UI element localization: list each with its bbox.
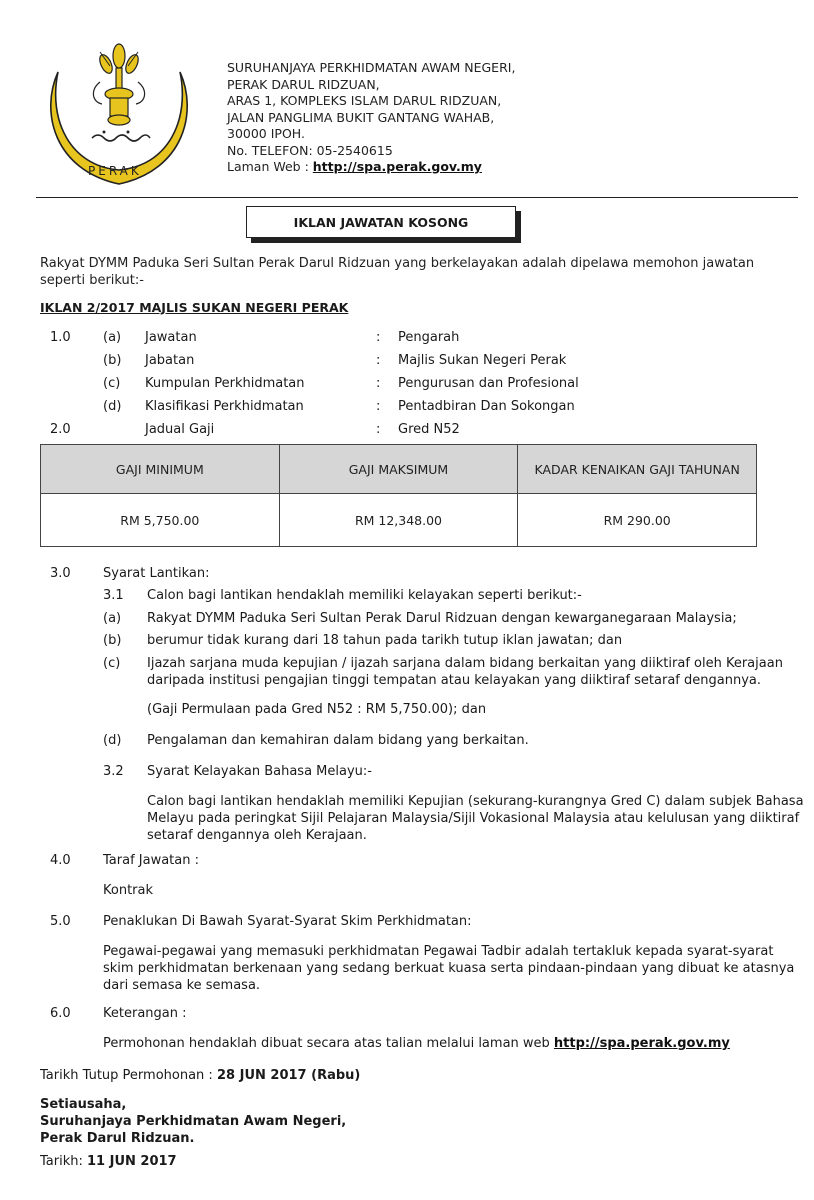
section-text: skim perkhidmatan berkenaan yang sedang berkuat kuasa serta pindaan-pindaan yang dibuat ke atasnya [103, 961, 795, 976]
signature-org: Suruhanjaya Perkhidmatan Awam Negeri, [40, 1114, 347, 1129]
detail-label: Jawatan [145, 330, 197, 345]
item-text: daripada institusi pengajian tinggi tempatan atau kelayakan yang diiktiraf setaraf dengannya. [147, 673, 761, 688]
web-label: Laman Web : [227, 159, 313, 174]
detail-colon: : [376, 422, 381, 437]
phone-line: No. TELEFON: 05-2540615 [227, 142, 393, 158]
detail-value: Pengarah [398, 330, 460, 345]
item-text: setaraf dengannya oleh Kerajaan. [147, 828, 367, 843]
header-divider [36, 197, 798, 198]
web-line [227, 159, 515, 176]
table-header-cell: GAJI MAKSIMUM [279, 445, 518, 494]
section-num: 6.0 [50, 1006, 71, 1021]
date-value: 11 JUN 2017 [87, 1154, 177, 1169]
address-line: ARAS 1, KOMPLEKS ISLAM DARUL RIDZUAN, [227, 93, 502, 108]
detail-num: 1.0 [50, 330, 71, 345]
date-label: Tarikh: [40, 1154, 83, 1169]
item-text: Calon bagi lantikan hendaklah memiliki Kepujian (sekurang-kurangnya Gred C) dalam subjek Bahasa [147, 794, 804, 809]
detail-colon: : [376, 330, 381, 345]
detail-num: 2.0 [50, 422, 71, 437]
detail-sub: (b) [103, 353, 122, 368]
detail-colon: : [376, 353, 381, 368]
section-num: 3.0 [50, 566, 71, 581]
address-line: PERAK DARUL RIDZUAN, [227, 76, 380, 92]
signature-title: Setiausaha, [40, 1097, 127, 1112]
perak-crest-logo [40, 42, 198, 190]
intro-text: Rakyat DYMM Paduka Seri Sultan Perak Darul Ridzuan yang berkelayakan adalah dipelawa memohon jawatan seperti berikut:- [40, 256, 755, 288]
table-header-cell: GAJI MINIMUM [41, 445, 280, 494]
closing-date-value: 28 JUN 2017 (Rabu) [217, 1068, 361, 1083]
table-header-cell: KADAR KENAIKAN GAJI TAHUNAN [518, 445, 757, 494]
section-title: Taraf Jawatan : [103, 853, 199, 868]
section-text [103, 1036, 730, 1051]
table-cell: RM 5,750.00 [41, 494, 280, 547]
detail-label: Kumpulan Perkhidmatan [145, 376, 305, 391]
detail-value: Gred N52 [398, 422, 460, 437]
item-text: Ijazah sarjana muda kepujian / ijazah sarjana dalam bidang berkaitan yang diiktiraf oleh Kerajaan [147, 656, 783, 671]
detail-colon: : [376, 399, 381, 414]
detail-label: Jadual Gaji [145, 422, 215, 437]
section-title: Penaklukan Di Bawah Syarat-Syarat Skim Perkhidmatan: [103, 914, 472, 929]
item-text: Melayu pada peringkat Sijil Pelajaran Malaysia/Sijil Vokasional Malaysia atau kelulusan yang diiktiraf [147, 811, 800, 826]
detail-sub: (c) [103, 376, 121, 391]
item-label: (d) [103, 733, 122, 748]
signature-state: Perak Darul Ridzuan. [40, 1131, 195, 1146]
detail-label: Klasifikasi Perkhidmatan [145, 399, 304, 414]
section-title: Keterangan : [103, 1006, 187, 1021]
address-line: JALAN PANGLIMA BUKIT GANTANG WAHAB, [227, 109, 495, 125]
table-cell: RM 12,348.00 [279, 494, 518, 547]
table-header-row [41, 445, 757, 494]
table-row [41, 494, 757, 547]
address-line: SURUHANJAYA PERKHIDMATAN AWAM NEGERI, [227, 60, 516, 75]
item-title: Syarat Kelayakan Bahasa Melayu:- [147, 764, 372, 779]
address-block [227, 60, 515, 176]
section-text-body: Permohonan hendaklah dibuat secara atas talian melalui laman web [103, 1036, 554, 1051]
ad-title: IKLAN 2/2017 MAJLIS SUKAN NEGERI PERAK [40, 300, 349, 315]
detail-sub: (d) [103, 399, 122, 414]
apply-link[interactable]: http://spa.perak.gov.my [553, 1036, 730, 1051]
address-line: 30000 IPOH. [227, 126, 305, 141]
closing-date-label: Tarikh Tutup Permohonan : [40, 1068, 213, 1083]
section-num: 5.0 [50, 914, 71, 929]
detail-value: Pentadbiran Dan Sokongan [398, 399, 575, 414]
section-num: 4.0 [50, 853, 71, 868]
item-text: Pengalaman dan kemahiran dalam bidang yang berkaitan. [147, 733, 529, 748]
section-title: Syarat Lantikan: [103, 566, 210, 581]
logo-text: PERAK [88, 164, 142, 178]
item-num: 3.1 [103, 588, 124, 603]
item-text: Rakyat DYMM Paduka Seri Sultan Perak Darul Ridzuan dengan kewarganegaraan Malaysia; [147, 611, 737, 626]
section-text: dari semasa ke semasa. [103, 978, 261, 993]
item-text: berumur tidak kurang dari 18 tahun pada tarikh tutup iklan jawatan; dan [147, 633, 623, 648]
detail-sub: (a) [103, 330, 122, 345]
section-text: Kontrak [103, 883, 154, 898]
item-note: (Gaji Permulaan pada Gred N52 : RM 5,750.00); dan [147, 702, 487, 717]
item-text: Calon bagi lantikan hendaklah memiliki kelayakan seperti berikut:- [147, 588, 582, 603]
item-label: (c) [103, 656, 121, 671]
item-label: (b) [103, 633, 122, 648]
detail-label: Jabatan [145, 353, 195, 368]
detail-value: Majlis Sukan Negeri Perak [398, 353, 567, 368]
document-title: IKLAN JAWATAN KOSONG [293, 214, 469, 230]
web-link[interactable]: http://spa.perak.gov.my [312, 159, 482, 174]
item-label: (a) [103, 611, 122, 626]
salary-table [40, 444, 757, 547]
detail-value: Pengurusan dan Profesional [398, 376, 579, 391]
section-text: Pegawai-pegawai yang memasuki perkhidmatan Pegawai Tadbir adalah tertakluk kepada syarat-syarat [103, 944, 774, 959]
document-title-box [246, 206, 516, 238]
table-cell: RM 290.00 [518, 494, 757, 547]
detail-colon: : [376, 376, 381, 391]
item-num: 3.2 [103, 764, 124, 779]
